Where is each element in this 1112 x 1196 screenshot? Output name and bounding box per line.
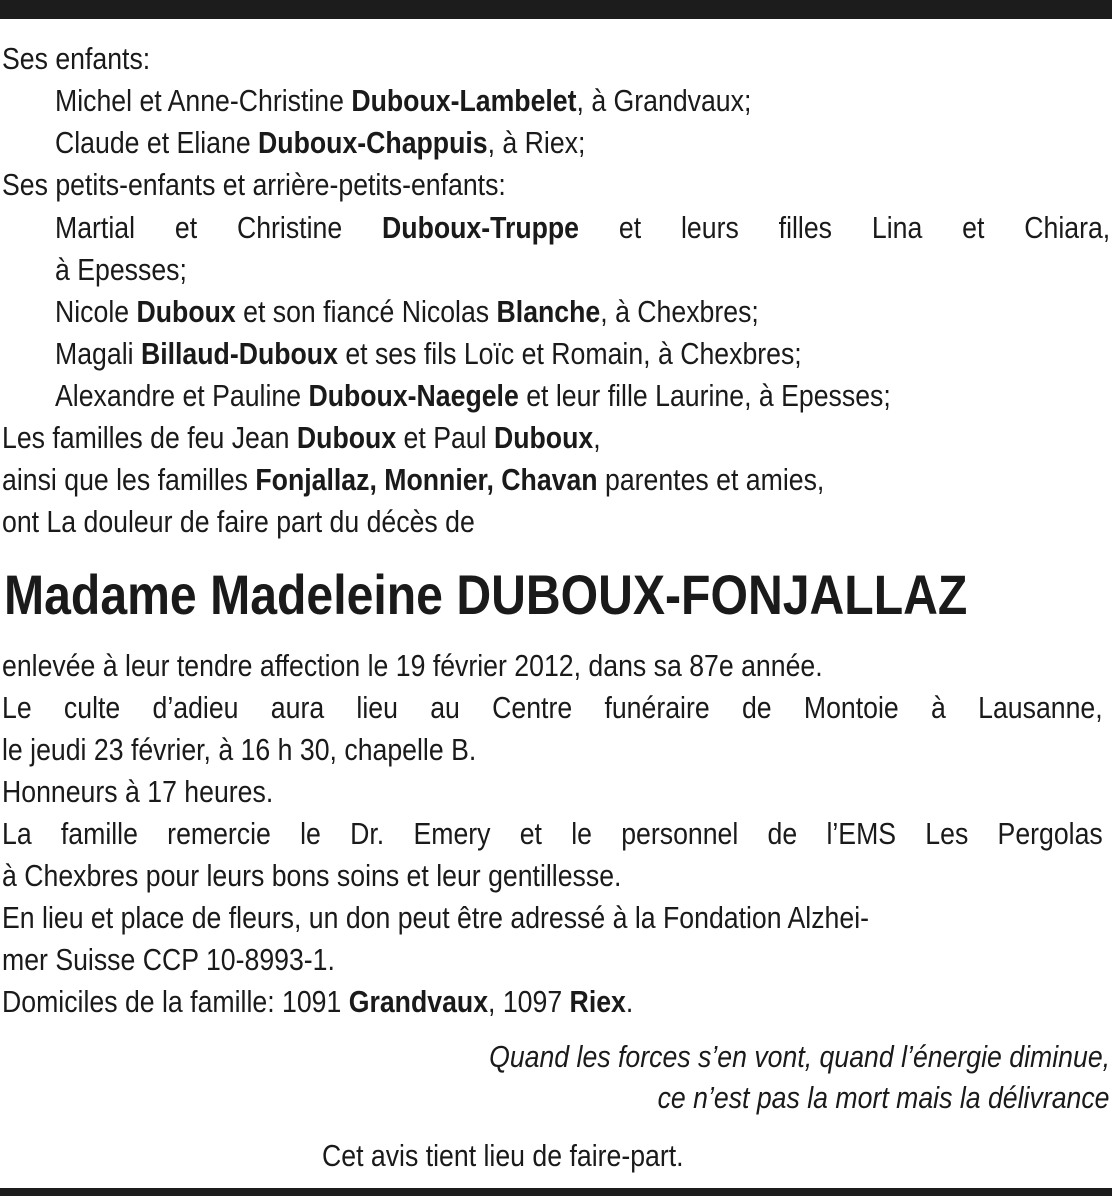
detail-line-7: En lieu et place de fleurs, un don peut être adressé à la Fondation Alzhei- <box>2 900 870 935</box>
grandchildren-heading: Ses petits-enfants et arrière-petits-enfants: <box>2 167 506 202</box>
detail-line-1: enlevée à leur tendre affection le 19 février 2012, dans sa 87e année. <box>2 648 823 683</box>
home-addresses: Domiciles de la famille: 1091 Grandvaux, 1097 Riex. <box>2 984 634 1019</box>
child-line-1: Michel et Anne-Christine Duboux-Lambelet, à Grandvaux; <box>55 83 752 118</box>
families-line-2: ainsi que les familles Fonjallaz, Monnier, Chavan parentes et amies, <box>2 462 825 497</box>
children-heading: Ses enfants: <box>2 41 151 76</box>
detail-line-2: Le culte d’adieu aura lieu au Centre funéraire de Montoie à Lausanne, <box>2 690 1103 725</box>
grandchild-line-1: Martial et Christine Duboux-Truppe et leurs filles Lina et Chiara, <box>55 207 1110 249</box>
grandchild-line-3: Magali Billaud-Duboux et ses fils Loïc et Romain, à Chexbres; <box>55 336 802 371</box>
family-name: Duboux-Truppe <box>382 210 580 245</box>
deceased-name: Madame Madeleine DUBOUX-FONJALLAZ <box>4 563 968 626</box>
closing-note: Cet avis tient lieu de faire-part. <box>322 1138 684 1173</box>
family-name: Blanche <box>496 294 601 329</box>
home-city: Riex <box>569 984 626 1019</box>
quote-line-1: Quand les forces s’en vont, quand l’énergie diminue, <box>489 1039 1110 1074</box>
announcement-line: ont La douleur de faire part du décès de <box>2 504 475 539</box>
grandchild-line-2: Nicole Duboux et son fiancé Nicolas Blanche, à Chexbres; <box>55 294 759 329</box>
families-line-1: Les familles de feu Jean Duboux et Paul Duboux, <box>2 420 601 455</box>
family-name: Duboux-Naegele <box>308 378 519 413</box>
grandchild-line-4: Alexandre et Pauline Duboux-Naegele et leur fille Laurine, à Epesses; <box>55 378 891 413</box>
family-name: Billaud-Duboux <box>140 336 338 371</box>
detail-line-4: Honneurs à 17 heures. <box>2 774 274 809</box>
quote-line-2: ce n’est pas la mort mais la délivrance <box>658 1080 1110 1115</box>
family-name: Duboux <box>493 420 594 455</box>
detail-line-3: le jeudi 23 février, à 16 h 30, chapelle B. <box>2 732 477 767</box>
detail-line-6: à Chexbres pour leurs bons soins et leur gentillesse. <box>2 858 622 893</box>
family-name: Duboux-Chappuis <box>258 125 488 160</box>
top-rule <box>0 0 1112 19</box>
detail-line-5: La famille remercie le Dr. Emery et le personnel de l’EMS Les Pergolas <box>2 816 1103 851</box>
family-name: Duboux <box>296 420 397 455</box>
bottom-rule <box>0 1188 1112 1196</box>
family-name: Duboux-Lambelet <box>351 83 577 118</box>
family-name: Fonjallaz, Monnier, Chavan <box>255 462 598 497</box>
grandchild-line-1-cont: à Epesses; <box>55 252 187 287</box>
child-line-2: Claude et Eliane Duboux-Chappuis, à Riex; <box>55 125 586 160</box>
home-city: Grandvaux <box>348 984 489 1019</box>
detail-line-8: mer Suisse CCP 10-8993-1. <box>2 942 335 977</box>
family-name: Duboux <box>136 294 236 329</box>
